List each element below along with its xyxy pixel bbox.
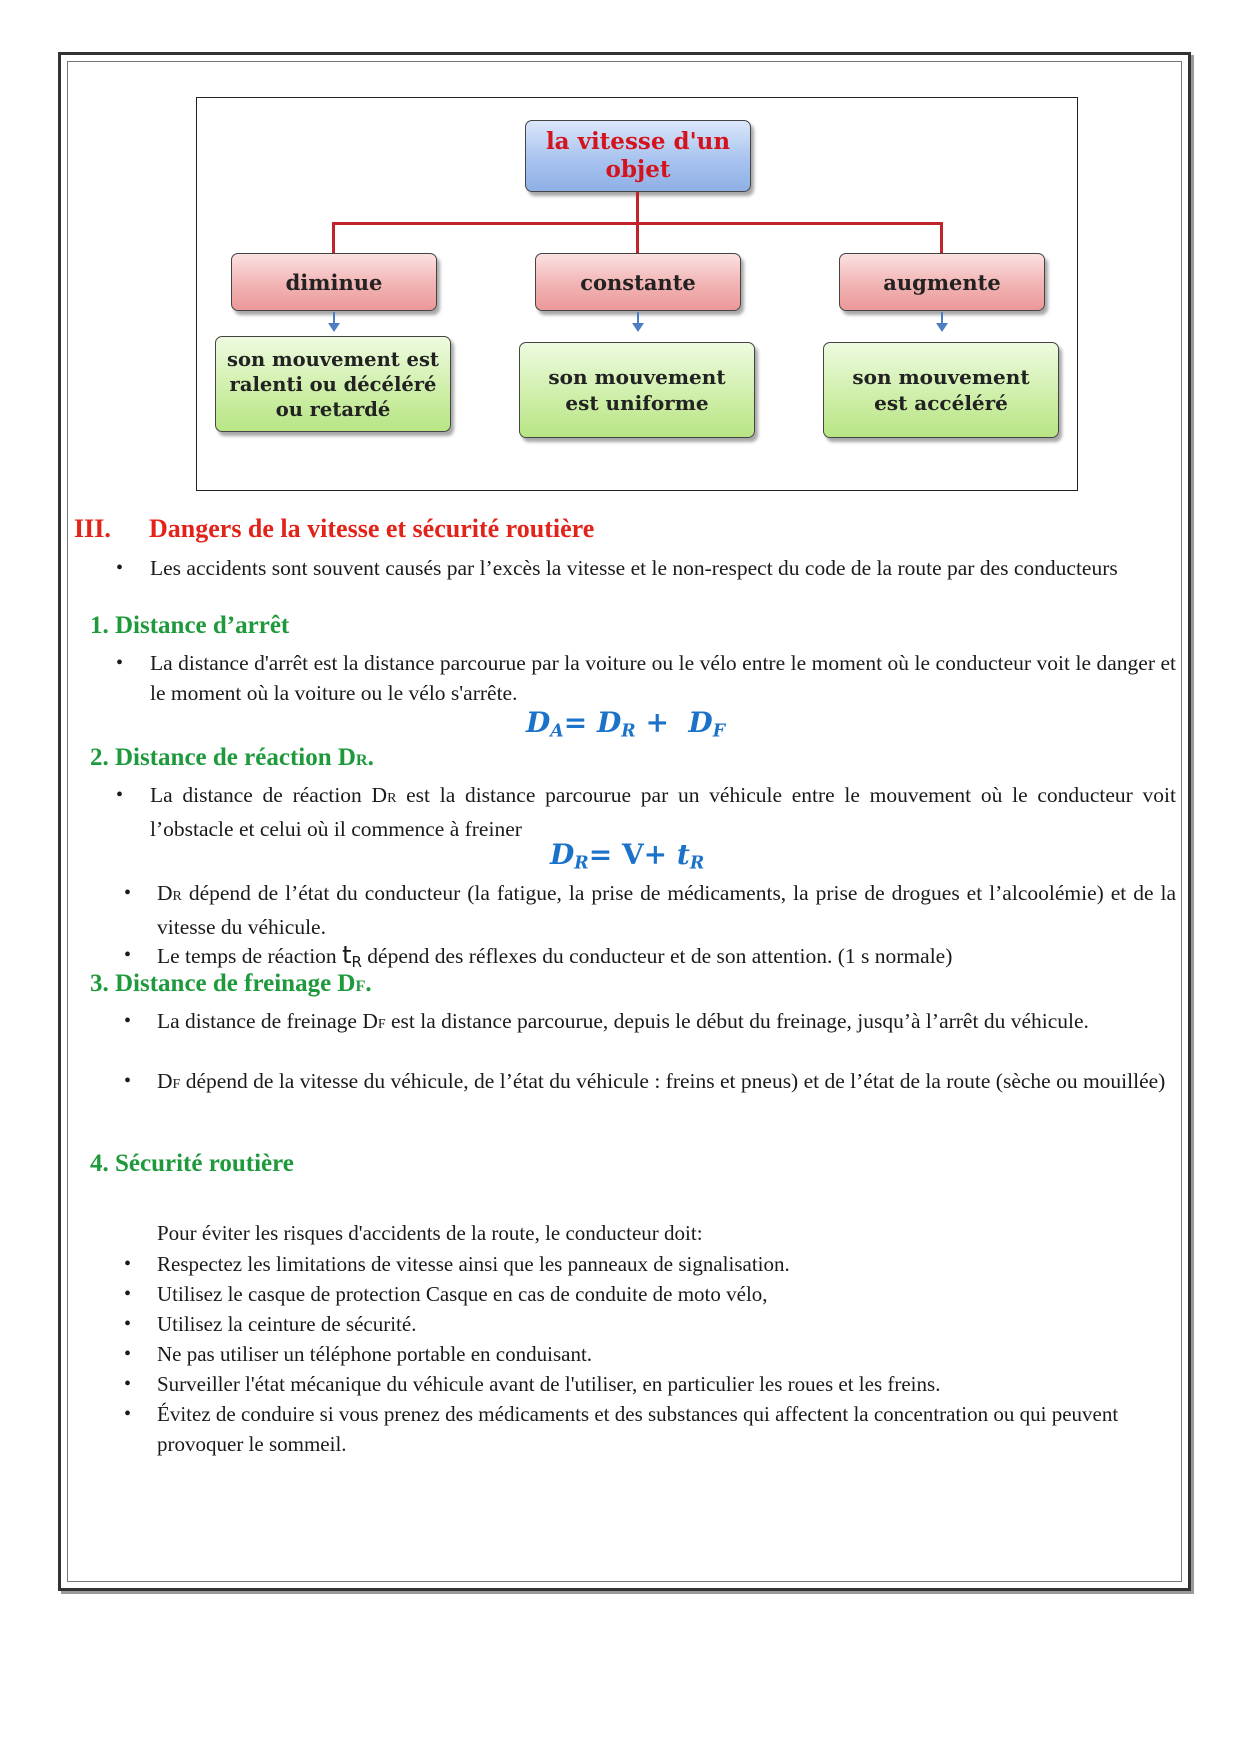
list-item: Utilisez la ceinture de sécurité. [157,1312,417,1336]
formula-da: D [526,706,551,739]
text-distance-reaction: La distance de réaction DR est la distance parcourue par un véhicule entre le mouvement où le conducteur voit l’obstacle et celui où il commence à freiner [150,783,1177,841]
heading-distance-reaction: 2. Distance de réaction DR. [90,744,374,771]
category-augmente: augmente [839,253,1045,311]
connector-right-down [940,222,943,253]
result-accelere: son mouvement est accéléré [823,342,1059,438]
bullet-icon: • [124,1343,132,1365]
bullet-icon: • [124,882,132,904]
text-securite-intro: Pour éviter les risques d'accidents de la route, le conducteur doit: [157,1221,703,1245]
text-distance-arret: La distance d'arrêt est la distance parcourue par la voiture ou le vélo entre le moment où le conducteur voit le danger et le moment où la voiture ou le vélo s'arrête. [150,651,1176,705]
text-dr-depend: DR dépend de l’état du conducteur (la fatigue, la prise de médicaments, la prise de drogues et l’alcoolémie) et de la vitesse du véhicule. [157,881,1176,939]
bullet-icon: • [124,1403,132,1425]
category-constante: constante [535,253,741,311]
bullet-icon: • [124,1070,132,1092]
connector-middle-down [636,222,639,253]
result-uniforme: son mouvement est uniforme [519,342,755,438]
connector-left-down [332,222,335,253]
formula-distance-reaction: $D_R= V+ t_R$ [550,838,705,874]
list-item: Ne pas utiliser un téléphone portable en conduisant. [157,1342,593,1366]
connector-root-down [636,192,639,224]
arrow-down-icon [936,323,948,332]
category-diminue: diminue [231,253,437,311]
arrow-down-icon [632,323,644,332]
section-number: III. [74,514,111,543]
list-item: Respectez les limitations de vitesse ainsi que les panneaux de signalisation. [157,1252,790,1276]
bullet-icon: • [124,1373,132,1395]
list-item: Surveiller l'état mécanique du véhicule avant de l'utiliser, en particulier les roues et les freins. [157,1372,941,1396]
list-item: Utilisez le casque de protection Casque en cas de conduite de moto vélo, [157,1282,768,1306]
bullet-icon: • [124,944,132,966]
heading-securite-routiere: 4. Sécurité routière [90,1150,294,1177]
speed-diagram [196,97,1078,491]
diagram-root-node: la vitesse d'un objet [525,120,751,192]
bullet-icon: • [124,1313,132,1335]
bullet-icon: • [116,652,124,674]
bullet-icon: • [124,1010,132,1032]
heading-distance-freinage: 3. Distance de freinage DF. [90,970,372,997]
text-distance-freinage: La distance de freinage DF est la distance parcourue, depuis le début du freinage, jusqu’à l’arrêt du véhicule. [157,1009,1089,1033]
text-temps-reaction: Le temps de réaction $t_R$ dépend des réflexes du conducteur et de son attention. (1 s normale) [157,941,953,971]
text-df-depend: DF dépend de la vitesse du véhicule, de l’état du véhicule : freins et pneus) et de l’état de la route (sèche ou mouillée) [157,1069,1166,1093]
bullet-icon: • [116,557,124,579]
arrow-down-icon [328,323,340,332]
list-item: Évitez de conduire si vous prenez des médicaments et des substances qui affectent la concentration ou qui peuvent provoquer le sommeil. [157,1402,1119,1456]
bullet-icon: • [116,784,124,806]
section-title: Dangers de la vitesse et sécurité routière [149,514,595,543]
bullet-icon: • [124,1283,132,1305]
heading-distance-arret: 1. Distance d’arrêt [90,612,290,639]
result-decelere: son mouvement est ralenti ou décéléré ou retardé [215,336,451,432]
bullet-icon: • [124,1253,132,1275]
section-intro: Les accidents sont souvent causés par l’excès la vitesse et le non-respect du code de la route par des conducteurs [150,556,1118,580]
formula-distance-arret: $D_A= D_R + D_F$ [526,706,726,742]
